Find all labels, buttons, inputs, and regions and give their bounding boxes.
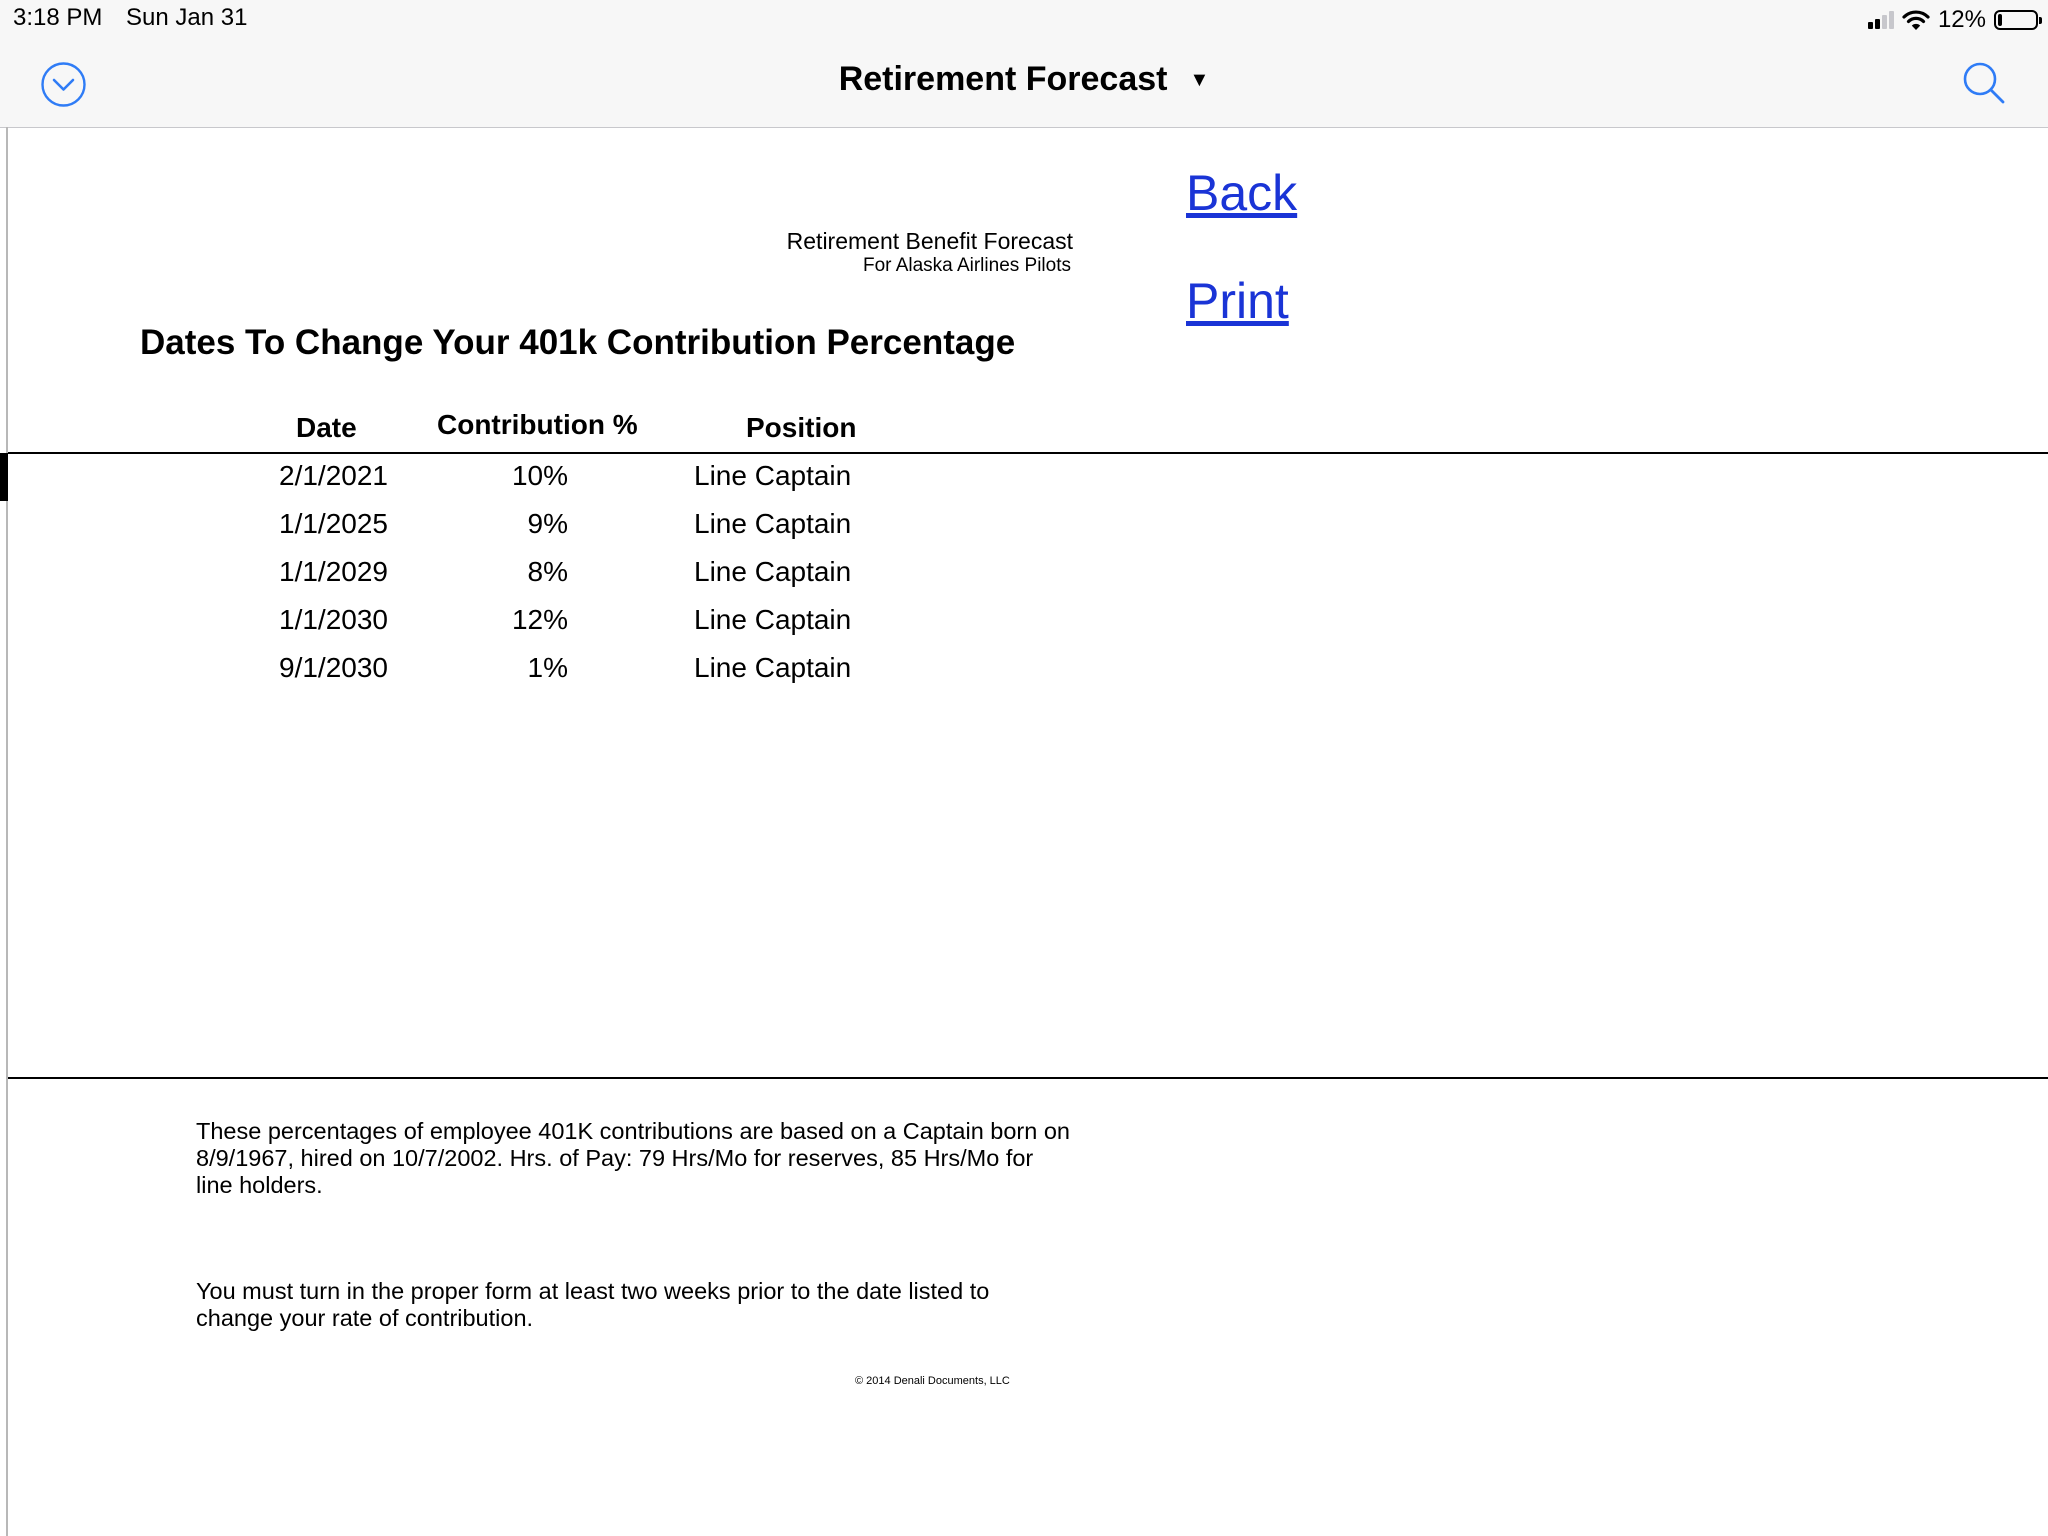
table-cell-position: Line Captain (694, 604, 852, 635)
column-header-position: Position (746, 412, 857, 443)
table-cell-date: 1/1/2025 (279, 508, 388, 539)
table-cell-date: 9/1/2030 (279, 652, 388, 683)
scroll-marker (0, 453, 8, 501)
deadline-note: You must turn in the proper form at least two weeks prior to the date listed to change your rate of contribution. (196, 1278, 990, 1331)
battery-percent: 12% (1937, 6, 1986, 33)
battery-icon (1994, 10, 2038, 30)
status-time: 3:18 PM (13, 4, 103, 31)
nav-title-menu[interactable] (0, 60, 2048, 99)
table-cell-contribution: 10% (511, 460, 568, 491)
column-header-date: Date (296, 412, 357, 443)
status-date: Sun Jan 31 (126, 4, 248, 31)
table-cell-contribution: 1% (527, 652, 568, 683)
table-cell-date: 1/1/2030 (279, 604, 388, 635)
table-cell-contribution: 8% (527, 556, 568, 587)
column-header-contribution: Contribution % (437, 409, 638, 440)
table-cell-contribution: 9% (527, 508, 568, 539)
back-link[interactable]: Back (1186, 165, 1298, 221)
wifi-icon (1902, 9, 1930, 31)
dropdown-caret-icon[interactable]: ▼ (1189, 69, 1210, 91)
print-link[interactable]: Print (1186, 273, 1289, 329)
copyright: © 2014 Denali Documents, LLC (855, 1375, 1010, 1387)
document-edge (6, 127, 8, 1536)
table-cell-date: 1/1/2029 (279, 556, 388, 587)
table-cell-position: Line Captain (694, 460, 852, 491)
table-cell-position: Line Captain (694, 556, 852, 587)
cellular-signal-icon (1868, 11, 1894, 29)
section-divider (8, 1077, 2048, 1079)
nav-title[interactable]: Retirement Forecast (838, 60, 1168, 98)
basis-note: These percentages of employee 401K contributions are based on a Captain born on 8/9/1967, hired on 10/7/2002. Hrs. of Pay: 79 Hrs/Mo for reserves, 85 Hrs/Mo for line holders. (196, 1118, 1070, 1198)
battery-level (1998, 14, 2002, 26)
status-indicators (1868, 4, 2038, 36)
table-cell-contribution: 12% (511, 604, 568, 635)
table-divider (8, 452, 2048, 454)
report-subheader: For Alaska Airlines Pilots (862, 255, 1071, 276)
table-cell-date: 2/1/2021 (279, 460, 388, 491)
table-cell-position: Line Captain (694, 652, 852, 683)
page-title: Dates To Change Your 401k Contribution Percentage (140, 323, 1016, 362)
search-icon[interactable] (1962, 61, 2006, 105)
report-header: Retirement Benefit Forecast (786, 228, 1073, 254)
table-cell-position: Line Captain (694, 508, 852, 539)
